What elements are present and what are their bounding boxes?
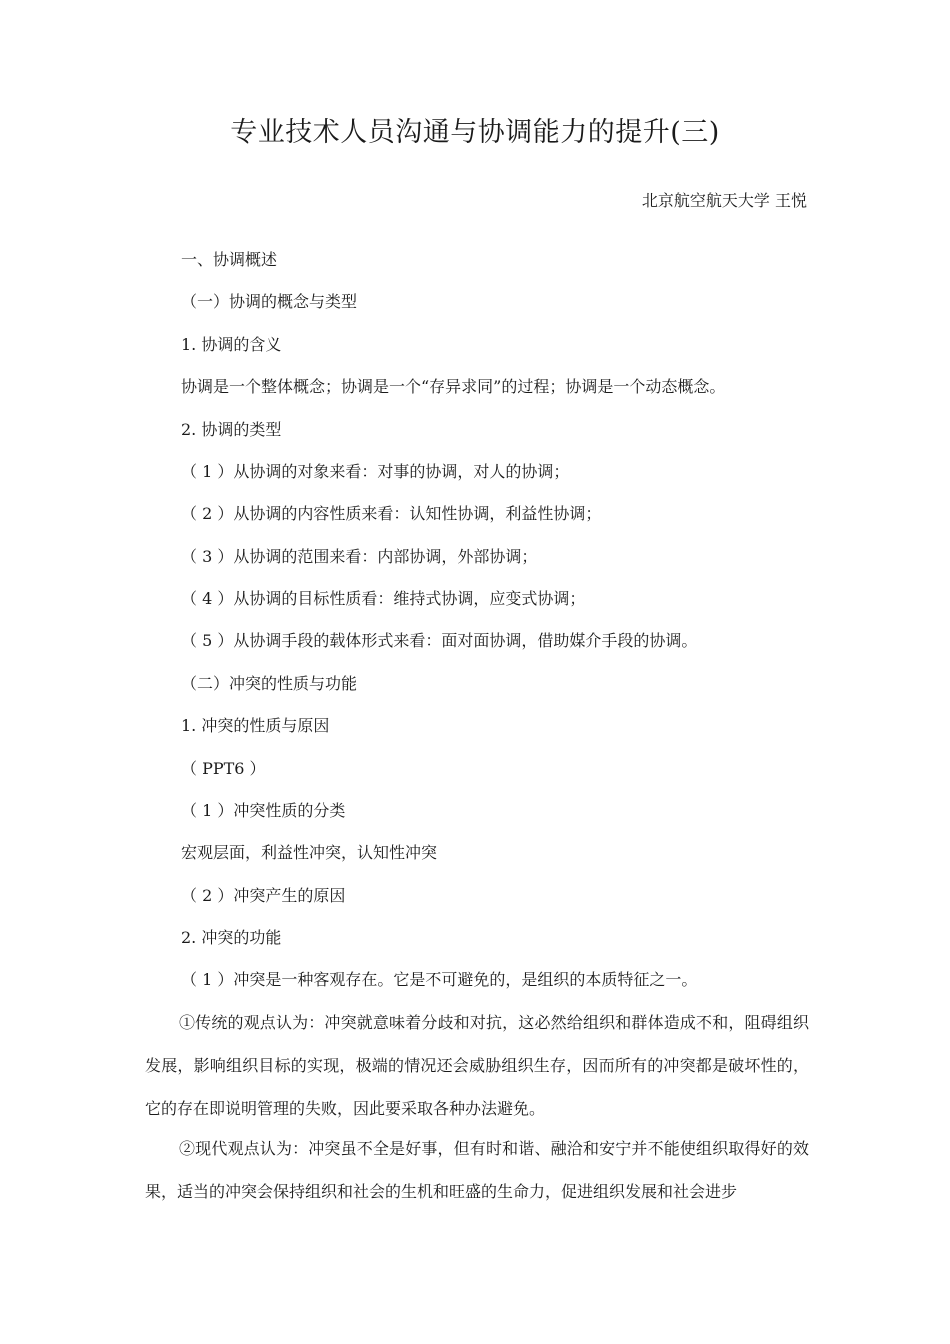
item-heading: 1. 冲突的性质与原因 — [181, 716, 330, 735]
section-heading: 一、协调概述 — [181, 250, 278, 269]
subsection-heading: （一）协调的概念与类型 — [181, 292, 358, 311]
list-item: （ 1 ）冲突性质的分类 — [181, 801, 346, 820]
body-paragraph: ①传统的观点认为：冲突就意味着分歧和对抗，这必然给组织和群体造成不和，阻碍组织发展，影响组织目标的实现，极端的情况还会威胁组织生存，因而所有的冲突都是破坏性的，它的存在即说明管理的失败，因此要采取各种办法避免。 — [145, 1013, 809, 1118]
body-paragraph: ②现代观点认为：冲突虽不全是好事，但有时和谐、融洽和安宁并不能使组织取得好的效果，适当的冲突会保持组织和社会的生机和旺盛的生命力，促进组织发展和社会进步 — [145, 1139, 809, 1201]
list-item: （ 5 ）从协调手段的载体形式来看：面对面协调，借助媒介手段的协调。 — [181, 631, 698, 650]
item-heading: 2. 冲突的功能 — [181, 928, 282, 947]
reference-note: （ PPT6 ） — [181, 759, 266, 778]
subsection-heading: （二）冲突的性质与功能 — [181, 674, 358, 693]
body-line: 宏观层面，利益性冲突，认知性冲突 — [181, 843, 438, 862]
list-item: （ 2 ）从协调的内容性质来看：认知性协调，利益性协调； — [181, 504, 602, 523]
list-item: （ 2 ）冲突产生的原因 — [181, 886, 346, 905]
item-heading: 1. 协调的含义 — [181, 335, 282, 354]
author-line: 北京航空航天大学 王悦 — [641, 191, 807, 210]
list-item: （ 4 ）从协调的目标性质看：维持式协调，应变式协调； — [181, 589, 586, 608]
list-item: （ 3 ）从协调的范围来看：内部协调，外部协调； — [181, 547, 538, 566]
body-line: 协调是一个整体概念；协调是一个“存异求同”的过程；协调是一个动态概念。 — [181, 377, 726, 396]
list-item: （ 1 ）冲突是一种客观存在。它是不可避免的，是组织的本质特征之一。 — [181, 970, 698, 989]
document-title: 专业技术人员沟通与协调能力的提升(三) — [230, 117, 720, 148]
list-item: （ 1 ）从协调的对象来看：对事的协调，对人的协调； — [181, 462, 570, 481]
item-heading: 2. 协调的类型 — [181, 420, 282, 439]
